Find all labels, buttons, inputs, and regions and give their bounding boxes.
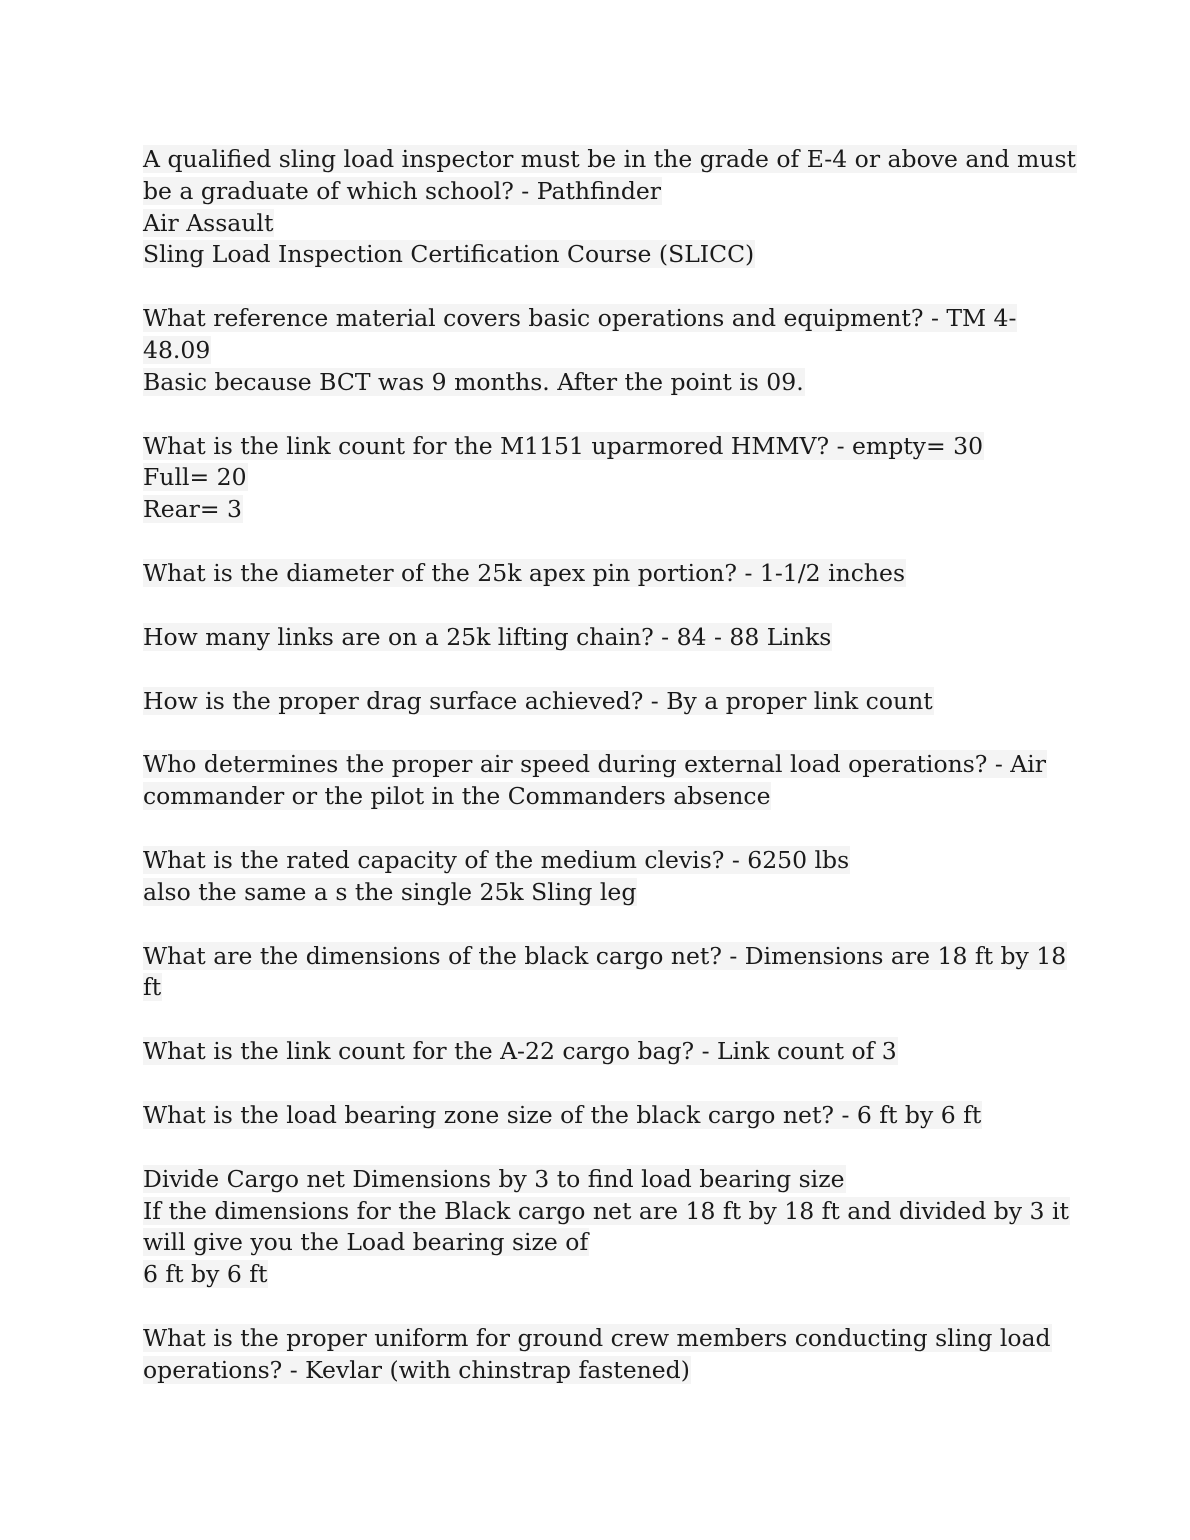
qa-line: Sling Load Inspection Certification Course (SLICC) bbox=[143, 240, 755, 269]
qa-item bbox=[143, 1323, 1063, 1387]
qa-item bbox=[143, 144, 1076, 271]
qa-line: What is the load bearing zone size of the black cargo net? - 6 ft by 6 ft bbox=[143, 1100, 982, 1129]
qa-line: Basic because BCT was 9 months. After the point is 09. bbox=[143, 367, 804, 396]
qa-line: 6 ft by 6 ft bbox=[143, 1260, 268, 1289]
qa-line: Full= 20 bbox=[143, 463, 247, 492]
qa-line: How is the proper drag surface achieved? - By a proper link count bbox=[143, 686, 933, 715]
qa-item bbox=[143, 558, 1063, 590]
qa-item bbox=[143, 303, 1063, 398]
qa-line: Who determines the proper air speed during external load operations? - Air bbox=[143, 750, 1046, 779]
qa-item bbox=[143, 431, 1063, 526]
qa-item bbox=[143, 941, 1067, 1005]
qa-line: What reference material covers basic operations and equipment? - TM 4- bbox=[143, 304, 1017, 333]
qa-line: If the dimensions for the Black cargo net are 18 ft by 18 ft and divided by 3 it bbox=[143, 1196, 1069, 1225]
qa-item bbox=[143, 686, 1063, 718]
qa-line: also the same a s the single 25k Sling leg bbox=[143, 877, 637, 906]
qa-line: operations? - Kevlar (with chinstrap fastened) bbox=[143, 1355, 690, 1384]
qa-line: Air Assault bbox=[143, 208, 274, 237]
qa-line: What is the link count for the M1151 uparmored HMMV? - empty= 30 bbox=[143, 431, 984, 460]
qa-line: What is the link count for the A-22 cargo bag? - Link count of 3 bbox=[143, 1037, 897, 1066]
qa-line: commander or the pilot in the Commanders absence bbox=[143, 782, 771, 811]
qa-item bbox=[143, 1164, 1069, 1291]
qa-line: ft bbox=[143, 973, 162, 1002]
qa-item bbox=[143, 749, 1063, 813]
qa-line: be a graduate of which school? - Pathfinder bbox=[143, 176, 662, 205]
qa-line: will give you the Load bearing size of bbox=[143, 1228, 589, 1257]
qa-line: What are the dimensions of the black cargo net? - Dimensions are 18 ft by 18 bbox=[143, 941, 1067, 970]
qa-item bbox=[143, 845, 1063, 909]
qa-line: How many links are on a 25k lifting chain? - 84 - 88 Links bbox=[143, 622, 832, 651]
document-page bbox=[143, 144, 1076, 1419]
qa-line: Divide Cargo net Dimensions by 3 to find load bearing size bbox=[143, 1164, 845, 1193]
qa-item bbox=[143, 1100, 1063, 1132]
qa-line: 48.09 bbox=[143, 335, 211, 364]
qa-line: Rear= 3 bbox=[143, 495, 242, 524]
qa-line: What is the rated capacity of the medium clevis? - 6250 lbs bbox=[143, 845, 850, 874]
qa-line: What is the diameter of the 25k apex pin portion? - 1-1/2 inches bbox=[143, 558, 906, 587]
qa-item bbox=[143, 1036, 1063, 1068]
qa-line: A qualified sling load inspector must be in the grade of E-4 or above and must bbox=[143, 145, 1076, 173]
qa-line: What is the proper uniform for ground crew members conducting sling load bbox=[143, 1323, 1051, 1352]
qa-item bbox=[143, 622, 1063, 654]
